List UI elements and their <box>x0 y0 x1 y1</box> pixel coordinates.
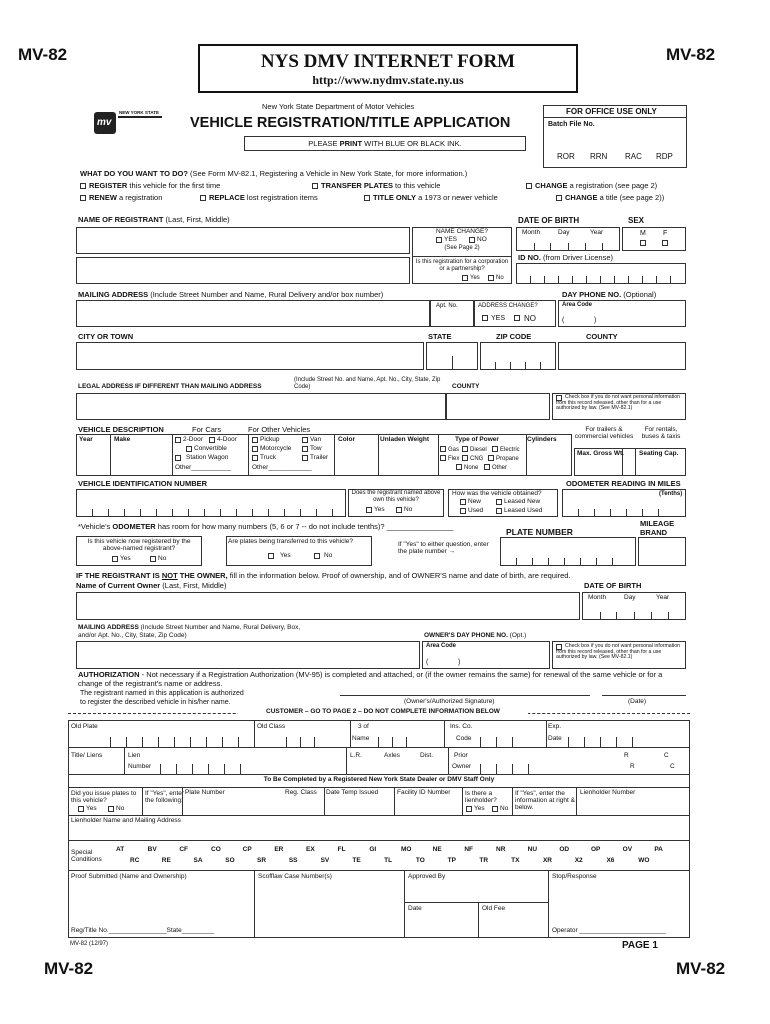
authorization-line-1: The registrant named in this application is authorized <box>80 690 244 697</box>
owns-yes-label: Yes <box>374 506 385 513</box>
authorization-line-2: to register the described vehicle in his/her name. <box>80 699 231 706</box>
special-code-so: SO <box>225 857 235 864</box>
diesel-label: Diesel <box>470 447 487 453</box>
form-number-top-left: MV-82 <box>18 45 68 64</box>
special-code-sr: SR <box>257 857 267 864</box>
dob-day-label: Day <box>558 229 570 236</box>
registrant-name-line2[interactable] <box>76 257 410 284</box>
special-code-sv: SV <box>320 857 330 864</box>
address-change-yes-checkbox[interactable] <box>482 315 488 321</box>
convertible-checkbox[interactable] <box>186 446 192 452</box>
city-label: CITY OR TOWN <box>78 332 134 341</box>
owns-vehicle-question: Does the registrant named above own this vehicle? <box>351 490 441 503</box>
convertible-label: Convertible <box>194 445 227 452</box>
cng-checkbox[interactable] <box>462 455 468 461</box>
exp-date-label: Date <box>548 735 562 742</box>
special-code-nu: NU <box>527 846 538 853</box>
propane-label: Propane <box>496 456 519 462</box>
city-field[interactable] <box>76 342 424 370</box>
transfer-yes-checkbox[interactable] <box>268 553 274 559</box>
vehicle-description-label: VEHICLE DESCRIPTION <box>78 425 164 434</box>
transfer-no-label: No <box>324 552 333 559</box>
name-change-label: NAME CHANGE? <box>435 228 488 235</box>
owner-instruction: IF THE REGISTRANT IS NOT THE OWNER, fill in the information below. Proof of ownership, and of OWNER'S name and date of birth, are required. <box>76 571 571 580</box>
day-phone-label: DAY PHONE NO. (Optional) <box>562 290 657 299</box>
special-code-te: TE <box>352 857 361 864</box>
signature-line[interactable] <box>340 695 590 696</box>
signature-date-caption: (Date) <box>628 698 647 705</box>
form-title: NYS DMV INTERNET FORM <box>260 51 516 72</box>
partnership-no-checkbox[interactable] <box>488 275 494 281</box>
now-registered-yes-label: Yes <box>120 555 131 562</box>
zip-label: ZIP CODE <box>496 332 532 341</box>
transfer-yes-label: Yes <box>280 552 291 559</box>
register-label: REGISTER this vehicle for the first time <box>89 181 221 190</box>
renew-label: RENEW a registration <box>89 193 163 202</box>
obtained-used-label: Used <box>468 507 484 514</box>
reg-class-label: Reg. Class <box>285 789 317 796</box>
special-conditions-label: Special Conditions <box>71 849 102 864</box>
two-door-label: 2-Door <box>183 436 203 443</box>
trailer-label: Trailer <box>310 454 329 461</box>
vin-label: VEHICLE IDENTIFICATION NUMBER <box>78 479 208 488</box>
old-fee-label: Old Fee <box>482 905 506 912</box>
electric-label: Electric <box>500 447 520 453</box>
for-other-label: For Other Vehicles <box>248 425 311 434</box>
area-code-open-paren: ( <box>562 317 565 324</box>
dob-year-label: Year <box>590 229 604 236</box>
county-label: COUNTY <box>586 332 618 341</box>
special-code-er: ER <box>274 846 284 853</box>
plate-number-field[interactable] <box>500 537 636 566</box>
color-column: Color <box>338 436 355 443</box>
lienholder-number-label: Lienholder Number <box>580 789 636 796</box>
obtained-new-checkbox[interactable] <box>460 499 466 505</box>
r-label-1: R <box>624 752 629 759</box>
special-code-xr: XR <box>542 857 552 864</box>
title-liens-label: Title/ Liens <box>71 752 103 759</box>
lien-label: Lien <box>128 752 141 759</box>
id-no-label: ID NO. (from Driver License) <box>518 253 614 262</box>
special-code-op: OP <box>591 846 601 853</box>
owner-mailing-address-label: MAILING ADDRESS (Include Street Number and Name, Rural Delivery, Box, <box>78 624 301 631</box>
old-class-label: Old Class <box>257 723 286 730</box>
special-codes-row-2 <box>130 858 670 867</box>
partnership-yes-checkbox[interactable] <box>462 275 468 281</box>
special-code-ex: EX <box>306 846 315 853</box>
three-of-name-label: Name <box>352 735 370 742</box>
replace-checkbox[interactable] <box>200 195 206 201</box>
special-code-rc: RC <box>130 857 140 864</box>
leased-new-checkbox[interactable] <box>496 499 502 505</box>
issue-plates-yes-label: Yes <box>86 805 97 812</box>
brand-label: BRAND <box>640 528 668 537</box>
authorization-text: AUTHORIZATION - Not necessary if a Registration Authorization (MV-95) is completed and attached, or (if the owner remains the same) for renewal of the same vehicle or for a change of the registrant's name or address. <box>78 670 663 688</box>
tow-label: Tow <box>310 445 322 452</box>
dealer-section-header: To Be Completed by a Registered New York State Dealer or DMV Staff Only <box>263 776 495 783</box>
privacy-note: Check box if you do not want personal information from this record released, other than for a use authorized by law. (See MV-82.1) <box>556 394 681 412</box>
owner-phone-label: OWNER'S DAY PHONE NO. (Opt.) <box>424 632 527 639</box>
now-registered-no-label: No <box>158 555 167 562</box>
year-column: Year <box>79 436 93 443</box>
change-title-label: CHANGE a title (see page 2)) <box>565 193 665 202</box>
owner-dob-label: DATE OF BIRTH <box>584 581 642 590</box>
motorcycle-label: Motorcycle <box>260 445 292 452</box>
special-code-cf: CF <box>179 846 188 853</box>
leased-new-label: Leased New <box>504 498 541 505</box>
none-checkbox[interactable] <box>456 464 462 470</box>
state-label: STATE <box>428 332 452 341</box>
mileage-label: MILEAGE <box>640 519 675 528</box>
special-code-x2: X2 <box>574 857 583 864</box>
area-code-label: Area Code <box>562 302 593 308</box>
transfer-no-checkbox[interactable] <box>314 553 320 559</box>
owner-area-code-open-paren: ( <box>426 659 429 666</box>
four-door-label: 4-Door <box>217 436 237 443</box>
special-code-tp: TP <box>447 857 456 864</box>
current-owner-name-field[interactable] <box>76 592 580 620</box>
special-code-ne: NE <box>432 846 442 853</box>
now-registered-no-checkbox[interactable] <box>150 556 156 562</box>
legal-county-label: COUNTY <box>452 383 480 390</box>
title-only-checkbox[interactable] <box>364 195 370 201</box>
owns-yes-checkbox[interactable] <box>366 507 372 513</box>
signature-date-line[interactable] <box>602 695 686 696</box>
truck-checkbox[interactable] <box>252 455 258 461</box>
flex-checkbox[interactable] <box>440 455 446 461</box>
odometer-label: ODOMETER READING IN MILES <box>566 479 681 488</box>
address-change-no-label: NO <box>524 314 536 323</box>
apt-no-label: Apt. No. <box>436 303 458 309</box>
id-number-field[interactable] <box>516 263 686 284</box>
van-checkbox[interactable] <box>302 437 308 443</box>
sex-m-checkbox[interactable] <box>640 240 646 246</box>
make-column: Make <box>114 436 131 443</box>
zip-field[interactable] <box>480 342 556 370</box>
tow-checkbox[interactable] <box>302 446 308 452</box>
flex-label: Flex <box>448 456 460 462</box>
special-code-fl: FL <box>337 846 346 853</box>
lienholder-name-label: Lienholder Name and Mailing Address <box>71 817 181 824</box>
gas-checkbox[interactable] <box>440 446 446 452</box>
lr-label: L.R. <box>350 752 362 759</box>
three-of-label: 3 of <box>358 723 369 730</box>
exp-label: Exp. <box>548 723 562 730</box>
title-only-label: TITLE ONLY a 1973 or newer vehicle <box>373 193 498 202</box>
change-registration-checkbox[interactable] <box>526 183 532 189</box>
now-registered-yes-checkbox[interactable] <box>112 556 118 562</box>
office-col-rdp: RDP <box>656 152 673 161</box>
special-code-co: CO <box>211 846 221 853</box>
station-wagon-checkbox[interactable] <box>175 455 181 461</box>
for-cars-label: For Cars <box>192 425 222 434</box>
signature-caption: (Owner's/Authorized Signature) <box>404 698 495 705</box>
special-code-pa: PA <box>654 846 663 853</box>
diesel-checkbox[interactable] <box>462 446 468 452</box>
four-door-checkbox[interactable] <box>209 437 215 443</box>
two-door-checkbox[interactable] <box>175 437 181 443</box>
change-registration-label: CHANGE a registration (see page 2) <box>535 181 658 190</box>
special-code-cp: CP <box>242 846 252 853</box>
approved-date-label: Date <box>408 905 422 912</box>
address-change-label: ADDRESS CHANGE? <box>478 303 538 309</box>
unladen-weight-column: Unladen Weight <box>380 436 429 443</box>
gas-label: Gas <box>448 447 460 453</box>
change-title-checkbox[interactable] <box>556 195 562 201</box>
special-code-mo: MO <box>401 846 412 853</box>
register-checkbox[interactable] <box>80 183 86 189</box>
office-col-ror: ROR <box>557 152 575 161</box>
name-change-no-label: NO <box>477 236 487 243</box>
office-only-banner: CUSTOMER – GO TO PAGE 2 – DO NOT COMPLETE INFORMATION BELOW <box>266 708 500 715</box>
dob-month-label: Month <box>522 229 541 236</box>
odometer-digits-question: *Vehicle's ODOMETER has room for how many numbers (5, 6 or 7 -- do not include tenths)? ________________ <box>78 522 454 531</box>
enter-plate-number-note: If "Yes" to either question, enter the plate number → <box>398 541 489 556</box>
website-url[interactable]: http://www.nydmv.state.ny.us <box>312 73 464 87</box>
rentals-note: For rentals, buses & taxis <box>641 426 681 441</box>
sex-field <box>622 227 686 251</box>
lien-number-label: Number <box>128 763 152 770</box>
approved-by-label: Approved By <box>408 873 446 880</box>
owner-dob-month-label: Month <box>588 594 607 601</box>
power-other-label: Other <box>492 465 508 471</box>
ins-code-label: Code <box>456 735 472 742</box>
leased-used-label: Leased Used <box>504 507 543 514</box>
electric-checkbox[interactable] <box>492 446 498 452</box>
truck-label: Truck <box>260 454 277 461</box>
stop-response-label: Stop/Response <box>552 873 597 880</box>
facility-id-label: Facility ID Number <box>397 789 451 796</box>
ins-co-label: Ins. Co. <box>450 723 473 730</box>
obtained-used-checkbox[interactable] <box>460 508 466 514</box>
current-owner-label: Name of Current Owner (Last, First, Middle) <box>76 581 227 590</box>
address-change-no-checkbox[interactable] <box>514 315 520 321</box>
trailer-checkbox[interactable] <box>302 455 308 461</box>
form-number-bottom-left: MV-82 <box>44 959 94 978</box>
registrant-name-line1[interactable] <box>76 227 410 254</box>
tenths-label: (Tenths) <box>659 491 683 497</box>
special-code-bv: BV <box>147 846 157 853</box>
owner-mailing-address-field[interactable] <box>76 641 420 669</box>
area-code-close-paren: ) <box>594 317 597 324</box>
page-number: PAGE 1 <box>622 940 658 951</box>
partnership-question: Is this registration for a corporation or a partnership? <box>415 259 509 272</box>
special-code-nf: NF <box>464 846 473 853</box>
office-use-title: FOR OFFICE USE ONLY <box>566 107 657 116</box>
mailing-address-field[interactable] <box>76 300 430 327</box>
c-label-1: C <box>664 752 669 759</box>
pickup-checkbox[interactable] <box>252 437 258 443</box>
mailing-address-label: MAILING ADDRESS (Include Street Number and Name, Rural Delivery and/or box number) <box>78 290 384 299</box>
office-section <box>68 720 690 938</box>
issue-plates-question: Did you issue plates to this vehicle? <box>71 790 137 805</box>
prior-owner-label: Owner <box>452 763 472 770</box>
sex-f-checkbox[interactable] <box>662 240 668 246</box>
batch-file-label: Batch File No. <box>548 121 595 128</box>
cylinders-column: Cylinders <box>527 436 557 443</box>
van-label: Van <box>310 436 322 443</box>
special-code-sa: SA <box>193 857 203 864</box>
legal-address-label: LEGAL ADDRESS IF DIFFERENT THAN MAILING ADDRESS <box>78 383 262 390</box>
dist-label: Dist. <box>420 752 433 759</box>
special-code-to: TO <box>415 857 425 864</box>
sex-label: SEX <box>628 216 645 225</box>
special-code-tx: TX <box>511 857 520 864</box>
mileage-brand-field[interactable] <box>638 537 686 566</box>
name-change-yes-checkbox[interactable] <box>436 237 442 243</box>
lienholder-no-label: No <box>500 805 509 812</box>
renew-checkbox[interactable] <box>80 195 86 201</box>
now-registered-question: Is this vehicle now registered by the above-named registrant? <box>87 538 191 553</box>
lienholder-yes-checkbox[interactable] <box>466 806 472 812</box>
leased-used-checkbox[interactable] <box>496 508 502 514</box>
sex-f-label: F <box>663 230 668 237</box>
special-code-x6: X6 <box>606 857 615 864</box>
special-code-wo: WO <box>638 857 650 864</box>
lienholder-yes-label: Yes <box>474 805 485 812</box>
owner-dob-year-label: Year <box>656 594 670 601</box>
max-gross-wt-label: Max. Gross Wt. <box>577 450 624 457</box>
issue-plates-no-label: No <box>116 805 125 812</box>
office-col-rrn: RRN <box>590 152 608 161</box>
special-code-re: RE <box>161 857 171 864</box>
issue-plates-yes-checkbox[interactable] <box>78 806 84 812</box>
type-of-power-column: Type of Power <box>455 436 499 443</box>
enter-following-note: If "Yes", enter the following: <box>145 790 185 805</box>
r-label-2: R <box>630 763 635 770</box>
trailers-note: For trailers & commercial vehicles <box>574 426 634 441</box>
operator-label: Operator ________________________ <box>552 927 667 934</box>
other-vehicle-label: Other____________ <box>252 464 312 471</box>
car-other-label: Other___________ <box>175 464 232 471</box>
dealer-plate-number-label: Plate Number <box>185 789 225 796</box>
special-codes-row-1 <box>116 847 686 856</box>
issue-plates-no-checkbox[interactable] <box>108 806 114 812</box>
how-obtained-question: How was the vehicle obtained? <box>452 490 542 497</box>
special-code-od: OD <box>559 846 570 853</box>
legal-county-field[interactable] <box>446 393 550 420</box>
owner-dob-day-label: Day <box>624 594 636 601</box>
date-temp-issued-label: Date Temp Issued <box>326 789 379 796</box>
seating-cap-label: Seating Cap. <box>639 450 679 457</box>
owner-privacy-note: Check box if you do not want personal information from this record released, other than for a use authorized by law. (See MV-82.1) <box>556 643 681 661</box>
axles-label: Axles <box>384 752 400 759</box>
special-code-nr: NR <box>496 846 506 853</box>
dob-label: DATE OF BIRTH <box>518 216 580 225</box>
owns-no-checkbox[interactable] <box>396 507 402 513</box>
owns-no-label: No <box>404 506 413 513</box>
owner-mailing-address-label-2: and/or Apt. No., City, State, Zip Code) <box>78 632 187 639</box>
plates-transferred-question: Are plates being transferred to this vehicle? <box>228 538 354 545</box>
propane-checkbox[interactable] <box>488 455 494 461</box>
form-number-top-right: MV-82 <box>666 45 716 64</box>
address-change-yes-label: YES <box>491 315 506 322</box>
legal-address-note: (Include Street No. and Name, Apt. No., City, State, Zip Code) <box>294 377 441 390</box>
registrant-name-label: NAME OF REGISTRANT (Last, First, Middle) <box>78 215 230 224</box>
transfer-plates-label: TRANSFER PLATES to this vehicle <box>321 181 441 190</box>
scofflaw-label: Scofflaw Case Number(s) <box>258 873 332 880</box>
name-change-no-checkbox[interactable] <box>469 237 475 243</box>
proof-submitted-label: Proof Submitted (Name and Ownership) <box>71 873 187 880</box>
old-plate-label: Old Plate <box>71 723 98 730</box>
transfer-plates-checkbox[interactable] <box>312 183 318 189</box>
c-label-2: C <box>670 763 675 770</box>
special-code-ov: OV <box>622 846 633 853</box>
lienholder-info-note: If "Yes", enter the information at right & below. <box>515 790 575 812</box>
application-title: VEHICLE REGISTRATION/TITLE APPLICATION <box>190 115 511 131</box>
form-revision: MV-82 (12/97) <box>70 941 109 947</box>
owner-area-code-label: Area Code <box>426 643 457 649</box>
special-code-at: AT <box>116 846 125 853</box>
cng-label: CNG <box>470 456 484 462</box>
lienholder-no-checkbox[interactable] <box>492 806 498 812</box>
special-code-ss: SS <box>288 857 298 864</box>
power-other-checkbox[interactable] <box>484 464 490 470</box>
prior-label: Prior <box>454 752 468 759</box>
legal-address-field[interactable] <box>76 393 446 420</box>
pickup-label: Pickup <box>260 436 280 443</box>
special-code-tl: TL <box>384 857 393 864</box>
office-col-rac: RAC <box>625 152 642 161</box>
partnership-no-label: No <box>496 275 504 281</box>
see-page-2: (See Page 2) <box>444 245 480 251</box>
partnership-yes-label: Yes <box>470 275 480 281</box>
owner-area-code-close-paren: ) <box>458 659 461 666</box>
none-label: None <box>464 465 479 471</box>
reg-title-no-label: Reg/Title No.________________State_________ <box>71 927 215 934</box>
plate-number-label: PLATE NUMBER <box>506 527 573 537</box>
dmv-logo: mv NEW YORK STATE <box>94 112 164 136</box>
motorcycle-checkbox[interactable] <box>252 446 258 452</box>
name-change-yes-label: YES <box>444 236 458 243</box>
obtained-new-label: New <box>468 498 482 505</box>
lienholder-question: Is there a lienholder? <box>465 790 497 805</box>
station-wagon-label: Station Wagon <box>186 454 229 461</box>
county-field[interactable] <box>558 342 686 370</box>
form-number-bottom-right: MV-82 <box>676 959 726 978</box>
what-to-do-question: WHAT DO YOU WANT TO DO? (See Form MV-82.1, Registering a Vehicle in New York State, for more information.) <box>80 169 468 178</box>
special-code-gi: GI <box>369 846 377 853</box>
sex-m-label: M <box>640 230 646 237</box>
special-code-tr: TR <box>479 857 489 864</box>
replace-label: REPLACE lost registration items <box>209 193 318 202</box>
vin-field[interactable] <box>76 489 346 517</box>
department-name: New York State Department of Motor Vehicles <box>262 102 415 111</box>
print-instruction: PLEASE PRINT WITH BLUE OR BLACK INK. <box>308 139 462 148</box>
